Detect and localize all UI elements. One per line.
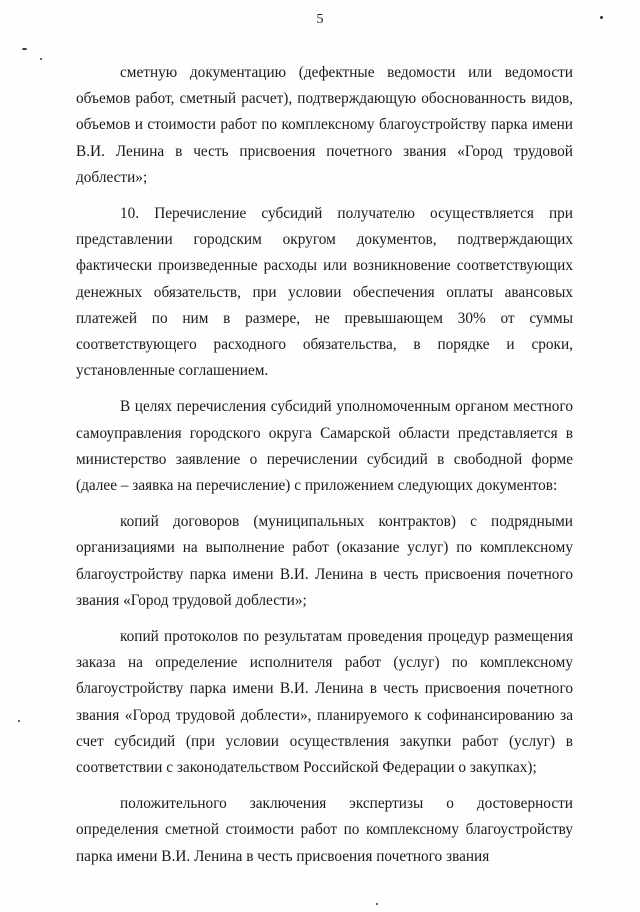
scan-speck (600, 16, 603, 19)
paragraph-item-10: 10. Перечисление субсидий получателю осуществляется при представлении городским округом документов, подтверждающих фактически произведенные расходы или возникновение соответствующих денежных обязательств, при условии обеспечения оплаты авансовых платежей по ним в размере, не превышающем 30% от суммы соответствующего расходного обязательства, в порядке и сроки, установленные соглашением. (76, 205, 573, 380)
paragraph-protocol-copies: копий протоколов по результатам проведения процедур размещения заказа на определение исполнителя работ (услуг) по комплексному благоустройству парка имени В.И. Ленина в честь присвоения почетного звания «Город трудовой доблести», планируемого к софинансированию за счет субсидий (при условии осуществления закупки работ (услуг) в соответствии с законодательством Российской Федерации о закупках); (76, 628, 573, 777)
scan-speck (18, 720, 20, 722)
paragraph-transfer-request: В целях перечисления субсидий уполномоченным органом местного самоуправления городского округа Самарской области представляется в министерство заявление о перечислении субсидий в свободной форме (далее – заявка на перечисление) с приложением следующих документов: (76, 398, 573, 495)
scan-speck (40, 58, 42, 60)
document-body (76, 60, 573, 870)
paragraph-contract-copies: копий договоров (муниципальных контрактов) с подрядными организациями на выполнение работ (оказание услуг) по комплексному благоустройству парка имени В.И. Ленина в честь присвоения почетного звания «Город трудовой доблести»; (76, 513, 573, 609)
scan-speck (376, 903, 378, 905)
paragraph-estimate-docs: сметную документацию (дефектные ведомости или ведомости объемов работ, сметный расчет), подтверждающую обоснованность видов, объемов и стоимости работ по комплексному благоустройству парка имени В.И. Ленина в честь присвоения почетного звания «Город трудовой доблести»; (76, 64, 573, 186)
paragraph-expert-conclusion: положительного заключения экспертизы о достоверности определения сметной стоимости работ по комплексному благоустройству парка имени В.И. Ленина в честь присвоения почетного звания (76, 795, 573, 865)
scan-speck (22, 48, 27, 50)
page-number: 5 (316, 12, 324, 27)
